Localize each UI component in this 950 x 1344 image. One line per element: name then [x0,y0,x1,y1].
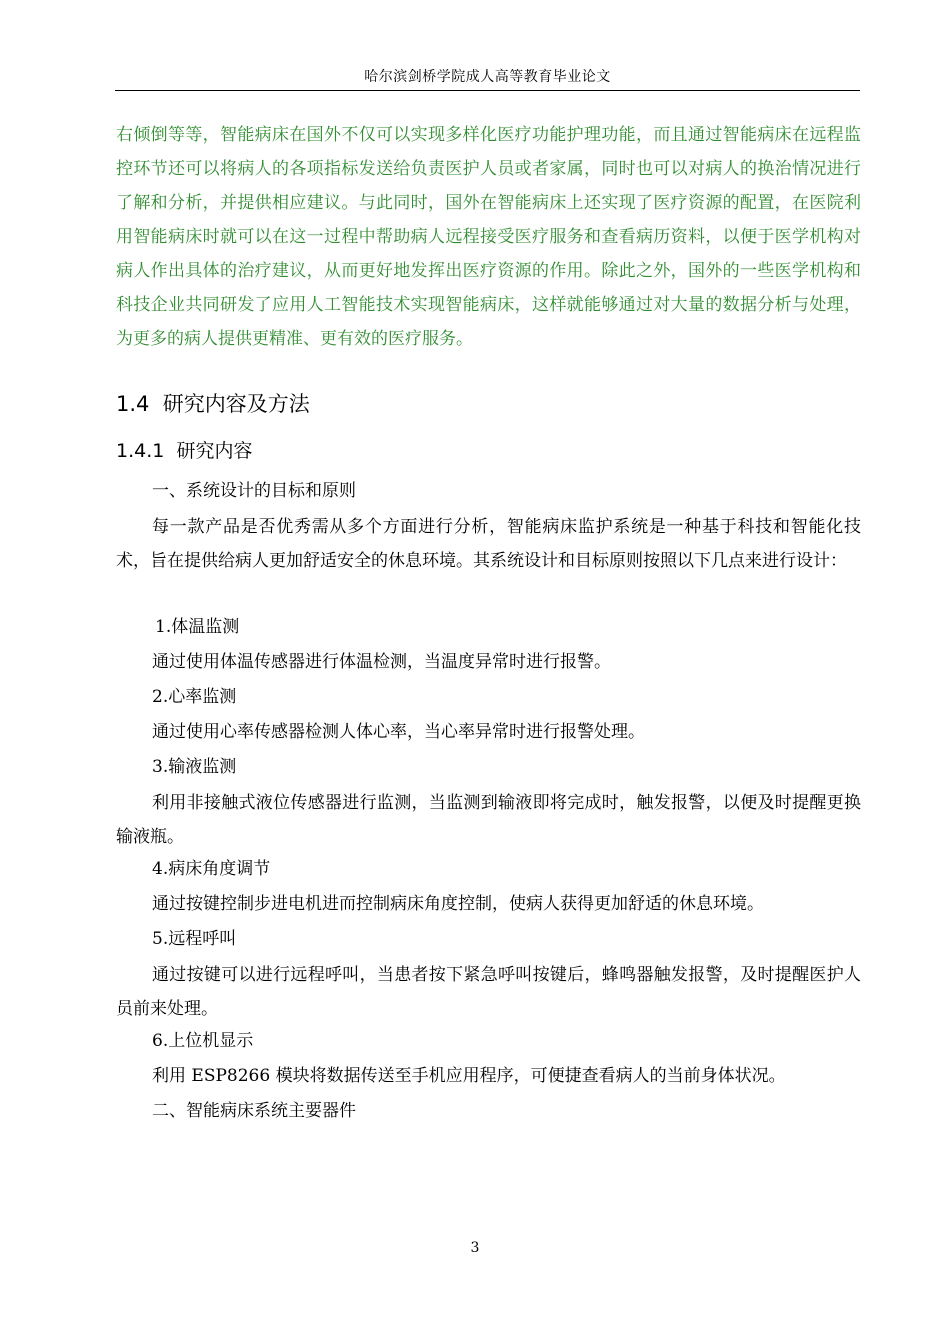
header-rule [115,90,860,91]
item-title-5: 5.远程呼叫 [152,929,237,949]
page-number: 3 [470,1240,480,1256]
section-title: 研究内容及方法 [162,392,310,416]
section-heading [116,388,310,418]
item-title-4: 4.病床角度调节 [152,859,271,879]
item-text-2: 通过使用心率传感器检测人体心率，当心率异常时进行报警处理。 [152,722,645,742]
part2-heading: 二、智能病床系统主要器件 [152,1101,356,1121]
green-paragraph-text: 右倾倒等等，智能病床在国外不仅可以实现多样化医疗功能护理功能，而且通过智能病床在远程监控环节还可以将病人的各项指标发送给负责医护人员或者家属，同时也可以对病人的换治情况进行了解和分析，并提供相应建议。与此同时，国外在智能病床上还实现了医疗资源的配置，在医院利用智能病床时就可以在这一过程中帮助病人远程接受医疗服务和查看病历资料，以便于医学机构对病人作出具体的治疗建议，从而更好地发挥出医疗资源的作用。除此之外，国外的一些医学机构和科技企业共同研发了应用人工智能技术实现智能病床，这样就能够通过对大量的数据分析与处理，为更多的病人提供更精准、更有效的医疗服务。 [116,125,861,349]
item-title-6: 6.上位机显示 [152,1031,254,1051]
item-title-1: 1.体温监测 [155,617,240,637]
subsection-heading [116,436,252,463]
item-title-2: 2.心率监测 [152,687,237,707]
item-text-6: 利用 ESP8266 模块将数据传送至手机应用程序，可便捷查看病人的当前身体状况。 [152,1066,786,1086]
item-text-5: 通过按键可以进行远程呼叫，当患者按下紧急呼叫按键后，蜂鸣器触发报警，及时提醒医护人员前来处理。 [116,965,861,1019]
item-text-4: 通过按键控制步进电机进而控制病床角度控制，使病人获得更加舒适的休息环境。 [152,894,764,914]
page-header: 哈尔滨剑桥学院成人高等教育毕业论文 [364,69,611,85]
item-text-3: 利用非接触式液位传感器进行监测，当监测到输液即将完成时，触发报警，以便及时提醒更换输液瓶。 [116,793,861,847]
subsection-number: 1.4.1 [116,440,165,462]
item-title-3: 3.输液监测 [152,757,237,777]
item-text-1: 通过使用体温传感器进行体温检测，当温度异常时进行报警。 [152,652,611,672]
subsection-title: 研究内容 [176,440,253,462]
section-number: 1.4 [116,392,150,416]
green-paragraph [116,118,861,356]
intro-paragraph: 每一款产品是否优秀需从多个方面进行分析，智能病床监护系统是一种基于科技和智能化技术，旨在提供给病人更加舒适安全的休息环境。其系统设计和目标原则按照以下几点来进行设计： [116,517,861,571]
part1-heading: 一、系统设计的目标和原则 [152,481,356,501]
